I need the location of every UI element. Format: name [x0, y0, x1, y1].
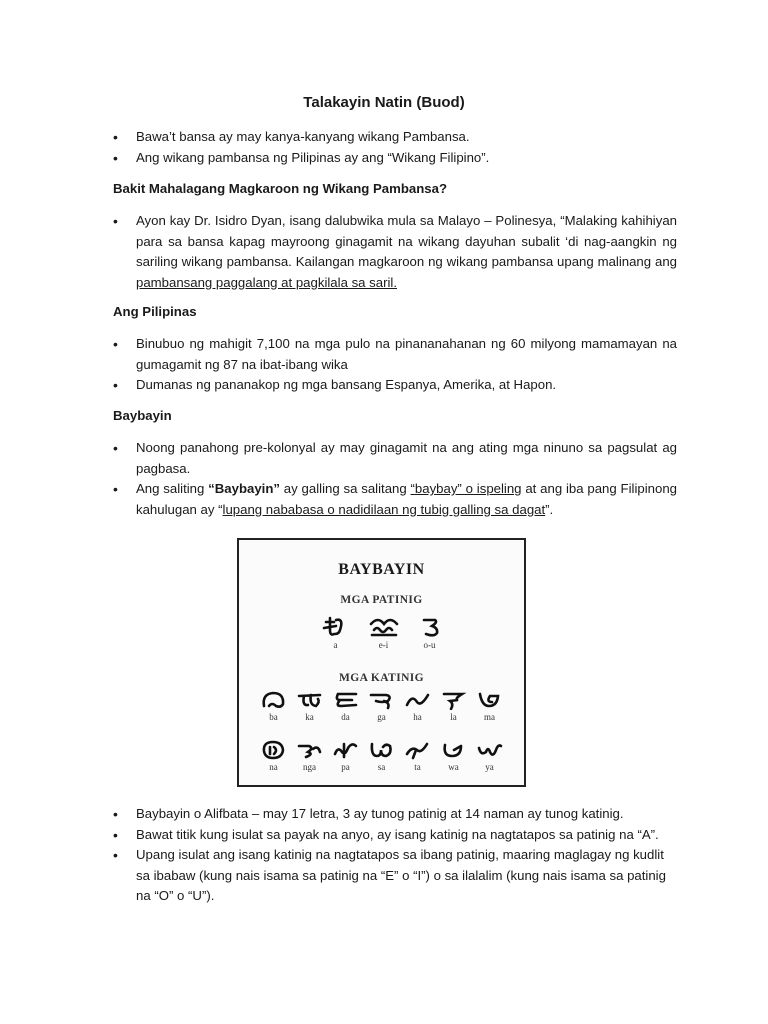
list-item: • Ang wikang pambansa ng Pilipinas ay ang “Wikang Filipino”. — [113, 148, 677, 169]
section-heading-baybayin: Baybayin — [113, 408, 172, 423]
underlined-text: lupang nababasa o nadidilaan ng tubig galling sa dagat — [222, 501, 546, 517]
glyph-item — [418, 616, 442, 650]
list-item: • Binubuo ng mahigit 7,100 na mga pulo na pinananahanan ng 60 milyong mamamayan na gumagamit ng 87 na ibat-ibang wika — [113, 334, 677, 375]
glyph-label: na — [269, 762, 278, 772]
glyph-label: ta — [414, 762, 421, 772]
consonants-row-2 — [239, 740, 524, 772]
glyph-label: ba — [269, 712, 278, 722]
glyph-label: nga — [303, 762, 316, 772]
glyph-item — [368, 690, 395, 722]
glyph-label: da — [341, 712, 350, 722]
section-heading-importance: Bakit Mahalagang Magkaroon ng Wikang Pambansa? — [113, 181, 448, 196]
glyph-item — [332, 740, 359, 772]
vowels-row — [239, 616, 524, 650]
baybayin-a-icon — [322, 616, 350, 638]
list-item: • Bawat titik kung isulat sa payak na anyo, ay isang katinig na nagtatapos sa patinig na “A”. — [113, 825, 677, 846]
text-span: at ang iba pang Filipinong kahulugan ay “ — [136, 481, 677, 517]
glyph-label: ka — [305, 712, 314, 722]
glyph-item — [296, 690, 323, 722]
baybayin-ya-icon — [476, 740, 503, 760]
baybayin-figure — [237, 538, 526, 787]
glyph-label: la — [450, 712, 457, 722]
glyph-label: o-u — [423, 640, 436, 650]
glyph-label: e-i — [378, 640, 389, 650]
baybayin-da-icon — [332, 690, 359, 710]
section-heading-pilipinas: Ang Pilipinas — [113, 304, 197, 319]
baybayin-nga-icon — [296, 740, 323, 760]
vowels-heading: MGA PATINIG — [340, 594, 423, 606]
glyph-item — [322, 616, 350, 650]
figure-title: BAYBAYIN — [338, 561, 425, 578]
baybayin-la-icon — [440, 690, 467, 710]
list-item: • Bawa’t bansa ay may kanya-kanyang wikang Pambansa. — [113, 127, 677, 148]
baybayin-ka-icon — [296, 690, 323, 710]
glyph-item — [332, 690, 359, 722]
list-item: • Upang isulat ang isang katinig na nagtatapos sa ibang patinig, maaring maglagay ng kudlit sa ibabaw (kung nais isama sa patinig na “E” o “I”) o sa ilalalim (kung nais isama sa patinig na “O” o “U”). — [113, 845, 677, 907]
baybayin-na-icon — [260, 740, 287, 760]
consonants-heading: MGA KATINIG — [338, 672, 424, 684]
quote-text: Ayon kay Dr. Isidro Dyan, isang dalubwika mula sa Malayo – Polinesya, “Malaking kahihiyan para sa bansa kapag mayroong ginagamit na wikang dayuhan subalit ‘di nag-aangkin ng sariling wikang pambansa. Kailangan magkaroon ng wikang pambansa upang malinang ang — [136, 213, 677, 269]
glyph-label: ha — [413, 712, 422, 722]
glyph-item — [260, 690, 287, 722]
baybayin-wa-icon — [440, 740, 467, 760]
glyph-item — [260, 740, 287, 772]
list-item — [113, 479, 677, 520]
baybayin-list — [113, 438, 677, 520]
glyph-item — [440, 690, 467, 722]
glyph-item — [476, 740, 503, 772]
list-item: • Baybayin o Alifbata – may 17 letra, 3 ay tunog patinig at 14 naman ay tunog katinig. — [113, 804, 677, 825]
page-title: Talakayin Natin (Buod) — [303, 94, 465, 111]
baybayin-ga-icon — [368, 690, 395, 710]
importance-list — [113, 211, 677, 293]
glyph-item — [368, 740, 395, 772]
underlined-text: “baybay” o ispeling — [410, 481, 522, 496]
glyph-label: sa — [377, 762, 386, 772]
intro-list — [113, 127, 677, 168]
glyph-item — [440, 740, 467, 772]
baybayin-o-u-icon — [418, 616, 442, 638]
glyph-item — [404, 690, 431, 722]
glyph-label: a — [333, 640, 338, 650]
baybayin-pa-icon — [332, 740, 359, 760]
baybayin-ta-icon — [404, 740, 431, 760]
glyph-label: wa — [448, 762, 459, 772]
glyph-item — [404, 740, 431, 772]
consonants-row-1 — [239, 690, 524, 722]
glyph-label: ma — [484, 712, 495, 722]
glyph-label: ga — [377, 712, 386, 722]
bold-term: “Baybayin” — [208, 481, 280, 496]
underlined-text: pambansang paggalang at pagkilala sa saril. — [136, 274, 398, 290]
baybayin-ma-icon — [476, 690, 503, 710]
pilipinas-list — [113, 334, 677, 396]
list-item — [113, 211, 677, 293]
baybayin-ba-icon — [260, 690, 287, 710]
baybayin-ha-icon — [404, 690, 431, 710]
baybayin-sa-icon — [368, 740, 395, 760]
alifbata-list — [113, 804, 677, 907]
glyph-item — [368, 616, 400, 650]
glyph-item — [476, 690, 503, 722]
list-item: • Dumanas ng pananakop ng mga bansang Espanya, Amerika, at Hapon. — [113, 375, 677, 396]
list-item: • Noong panahong pre-kolonyal ay may ginagamit na ang ating mga ninuno sa pagsulat ag pagbasa. — [113, 438, 677, 479]
baybayin-e-i-icon — [368, 616, 400, 638]
glyph-item — [296, 740, 323, 772]
text-span: ”. — [545, 501, 554, 517]
glyph-label: ya — [485, 762, 494, 772]
glyph-label: pa — [341, 762, 350, 772]
text-span: Ang saliting — [136, 481, 209, 496]
text-span: ay galling sa salitang — [279, 481, 411, 496]
